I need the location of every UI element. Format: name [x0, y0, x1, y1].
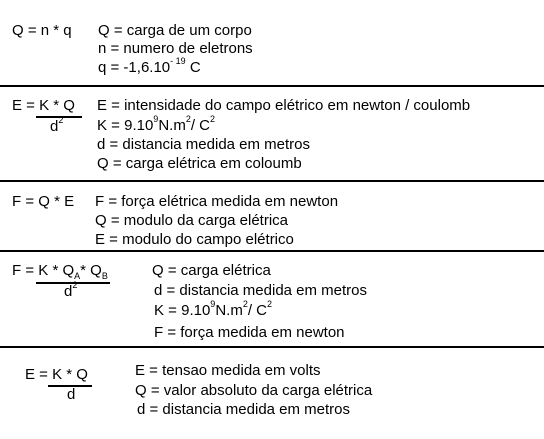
formula-coulomb: $F = K * Q_A*$ $Q_B$ [12, 262, 108, 281]
section-divider [0, 180, 544, 182]
formula-electric-field: E = K * Q [12, 97, 75, 114]
definition-d: d = distancia medida em metros [137, 401, 351, 418]
formula-charge: Q = n * q [12, 22, 72, 39]
definition-d: d = distancia medida em metros [97, 136, 311, 153]
definition-q: Q = carga elétrica em coloumb [97, 155, 302, 172]
section-divider [0, 250, 544, 252]
formula-denominator: $d^2$ [64, 280, 78, 300]
formula-potential: E = K * Q [25, 366, 88, 383]
definition-q: Q = valor absoluto da carga elétrica [135, 382, 373, 399]
definition-f: F = força elétrica medida em newton [95, 193, 339, 210]
definition-q: Q = modulo da carga elétrica [95, 212, 289, 229]
section-divider [0, 346, 544, 348]
definition-e: E = intensidade do campo elétrico em newton / coulomb [97, 97, 471, 114]
definition-k: $K = 9.10^9N.m^2/$ $C^2$ [154, 299, 273, 319]
formula-force: F = Q * E [12, 193, 75, 210]
definition-elementary-charge: $q = -1,6.10^{- 19}$ C [98, 56, 201, 76]
definition-n: n = numero de eletrons [98, 40, 253, 57]
definition-q: Q = carga elétrica [152, 262, 271, 279]
definition-d: d = distancia medida em metros [154, 282, 368, 299]
definition-e: E = modulo do campo elétrico [95, 231, 294, 248]
definition-f: F = força medida em newton [154, 324, 345, 341]
formula-denominator: $d^2$ [50, 115, 64, 135]
definition-e: E = tensao medida em volts [135, 362, 321, 379]
definition-q: Q = carga de um corpo [98, 22, 252, 39]
definition-k: $K = 9.10^9N.m^2/$ $C^2$ [97, 114, 216, 134]
formula-denominator: d [67, 386, 76, 403]
section-divider [0, 85, 544, 87]
